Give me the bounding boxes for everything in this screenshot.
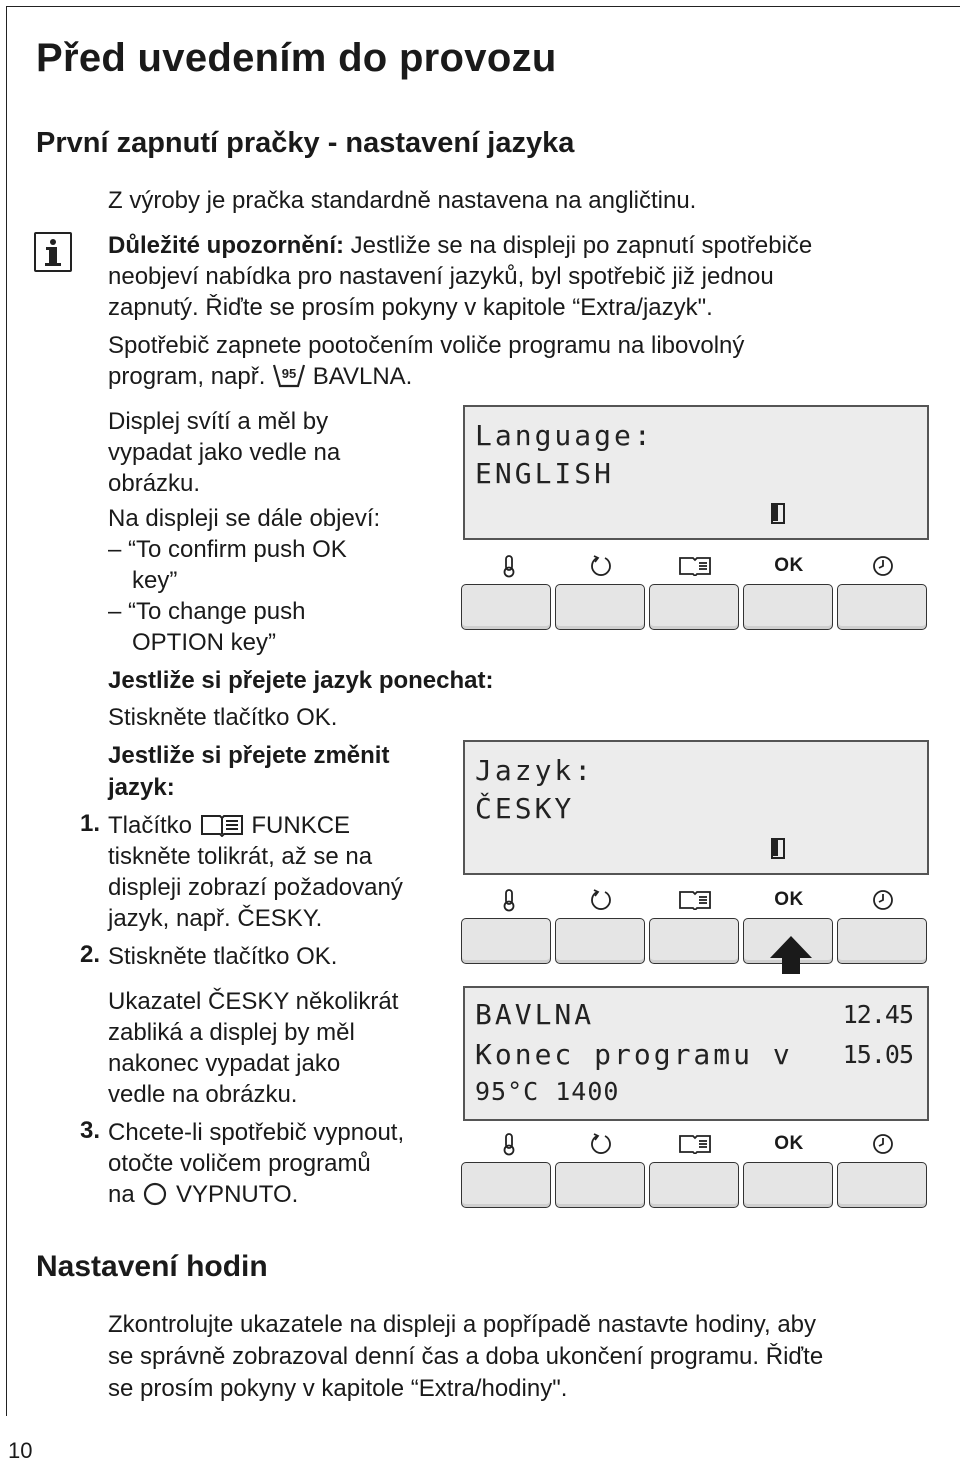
step-2-number: 2. [80, 941, 101, 968]
display-line-1: Jazyk: [475, 754, 595, 787]
function-book-icon [675, 1131, 715, 1157]
temperature-button[interactable] [461, 584, 551, 630]
change-heading-1: Jestliže si přejete změnit [108, 742, 390, 769]
after-line-1: Ukazatel ČESKY několikrát [108, 988, 399, 1015]
after-line-3: nakonec vypadat jako [108, 1050, 341, 1077]
section-heading-language: První zapnutí pračky - nastavení jazyka [36, 127, 575, 159]
panel-icons-1 [463, 553, 929, 579]
thermometer-icon [489, 1131, 529, 1157]
step-3-line-2: otočte voličem programů [108, 1150, 371, 1177]
clock-button[interactable] [837, 918, 927, 964]
page-frame-left [6, 6, 7, 1416]
step-3-number: 3. [80, 1117, 101, 1144]
display-line-2: ČESKY [475, 792, 575, 825]
ok-button[interactable] [743, 1162, 833, 1208]
function-book-icon [675, 553, 715, 579]
spin-button[interactable] [555, 584, 645, 630]
display-cesky [463, 740, 929, 875]
page-title: Před uvedením do provozu [36, 36, 557, 80]
display-desc-3: obrázku. [108, 470, 201, 497]
after-line-2: zabliká a displej by měl [108, 1019, 355, 1046]
clock-icon [863, 553, 903, 579]
step-3-line-3: na VYPNUTO. [108, 1181, 299, 1208]
ok-label: OK [774, 889, 804, 910]
spin-button[interactable] [555, 1162, 645, 1208]
display-line-2: ENGLISH [475, 457, 615, 490]
spin-icon [581, 887, 621, 913]
step-1-line-4: jazyk, např. ČESKY. [108, 905, 323, 932]
temperature-button[interactable] [461, 1162, 551, 1208]
clock-line-3: se prosím pokyny v kapitole “Extra/hodiny". [108, 1375, 568, 1402]
press-arrow-icon [768, 934, 814, 976]
note-label: Důležité upozornění: [108, 232, 344, 259]
function-button[interactable] [649, 918, 739, 964]
panel-buttons-3 [461, 1162, 931, 1210]
spin-button[interactable] [555, 918, 645, 964]
thermometer-icon [489, 887, 529, 913]
display-time-1: 12.45 [842, 1000, 913, 1029]
display-line-1: Language: [475, 419, 654, 452]
ok-label: OK [774, 1133, 804, 1154]
svg-text:95: 95 [281, 366, 297, 381]
spin-icon [581, 1131, 621, 1157]
step-3-line-1: Chcete-li spotřebič vypnout, [108, 1119, 405, 1146]
panel-icons-2 [463, 887, 929, 913]
clock-line-2: se správně zobrazoval denní čas a doba ukončení programu. Řiďte [108, 1343, 824, 1370]
display-time-2: 15.05 [842, 1040, 913, 1069]
note-line-3: zapnutý. Řiďte se prosím pokyny v kapitole “Extra/jazyk". [108, 294, 713, 321]
further-line-2: – “To confirm push OK [108, 536, 347, 563]
display-line-3: 95°C 1400 [475, 1077, 620, 1106]
clock-icon [863, 1131, 903, 1157]
step-1-number: 1. [80, 810, 101, 837]
display-line-1: BAVLNA [475, 998, 595, 1031]
clock-button[interactable] [837, 584, 927, 630]
clock-line-1: Zkontrolujte ukazatele na displeji a popřípadě nastavte hodiny, aby [108, 1311, 817, 1338]
function-book-icon [675, 887, 715, 913]
further-line-4: – “To change push [108, 598, 306, 625]
note-line-1: Důležité upozornění: Jestliže se na displeji po zapnutí spotřebiče [108, 232, 813, 259]
page-number: 10 [8, 1438, 33, 1463]
info-icon [34, 232, 72, 272]
panel-buttons-2 [461, 918, 931, 966]
intro-text: Z výroby je pračka standardně nastavena na angličtinu. [108, 187, 697, 214]
function-button[interactable] [649, 584, 739, 630]
function-button[interactable] [649, 1162, 739, 1208]
panel-icons-3 [463, 1131, 929, 1157]
step-1-line-1: Tlačítko FUNKCE [108, 812, 351, 839]
switch-line-1: Spotřebič zapnete pootočením voliče programu na libovolný [108, 332, 745, 359]
function-book-icon [199, 813, 245, 837]
wash-95-icon [272, 362, 306, 388]
step-1-line-3: displeji zobrazí požadovaný [108, 874, 403, 901]
page-frame-top [6, 6, 960, 7]
temperature-button[interactable] [461, 918, 551, 964]
thermometer-icon [489, 553, 529, 579]
display-cursor-icon [771, 503, 785, 524]
clock-button[interactable] [837, 1162, 927, 1208]
display-desc-1: Displej svítí a měl by [108, 408, 329, 435]
change-heading-2: jazyk: [108, 774, 175, 801]
keep-heading: Jestliže si přejete jazyk ponechat: [108, 667, 494, 694]
switch-line-2: program, např. 95 BAVLNA. [108, 363, 413, 390]
display-program-end [463, 986, 929, 1121]
display-english [463, 405, 929, 540]
display-line-2: Konec programu v [475, 1038, 793, 1071]
panel-buttons-1 [461, 584, 931, 632]
step-1-line-2: tiskněte tolikrát, až se na [108, 843, 373, 870]
section-heading-clock: Nastavení hodin [36, 1250, 268, 1283]
display-cursor-icon [771, 838, 785, 859]
ok-label: OK [774, 555, 804, 576]
further-line-1: Na displeji se dále objeví: [108, 505, 381, 532]
after-line-4: vedle na obrázku. [108, 1081, 298, 1108]
spin-icon [581, 553, 621, 579]
ok-button[interactable] [743, 584, 833, 630]
step-2-text: Stiskněte tlačítko OK. [108, 943, 338, 970]
display-desc-2: vypadat jako vedle na [108, 439, 341, 466]
clock-icon [863, 887, 903, 913]
off-circle-icon [141, 1182, 169, 1206]
keep-text: Stiskněte tlačítko OK. [108, 704, 338, 731]
further-line-3: key” [132, 567, 178, 594]
further-line-5: OPTION key” [132, 629, 277, 656]
note-line-2: neobjeví nabídka pro nastavení jazyků, byl spotřebič již jednou [108, 263, 774, 290]
